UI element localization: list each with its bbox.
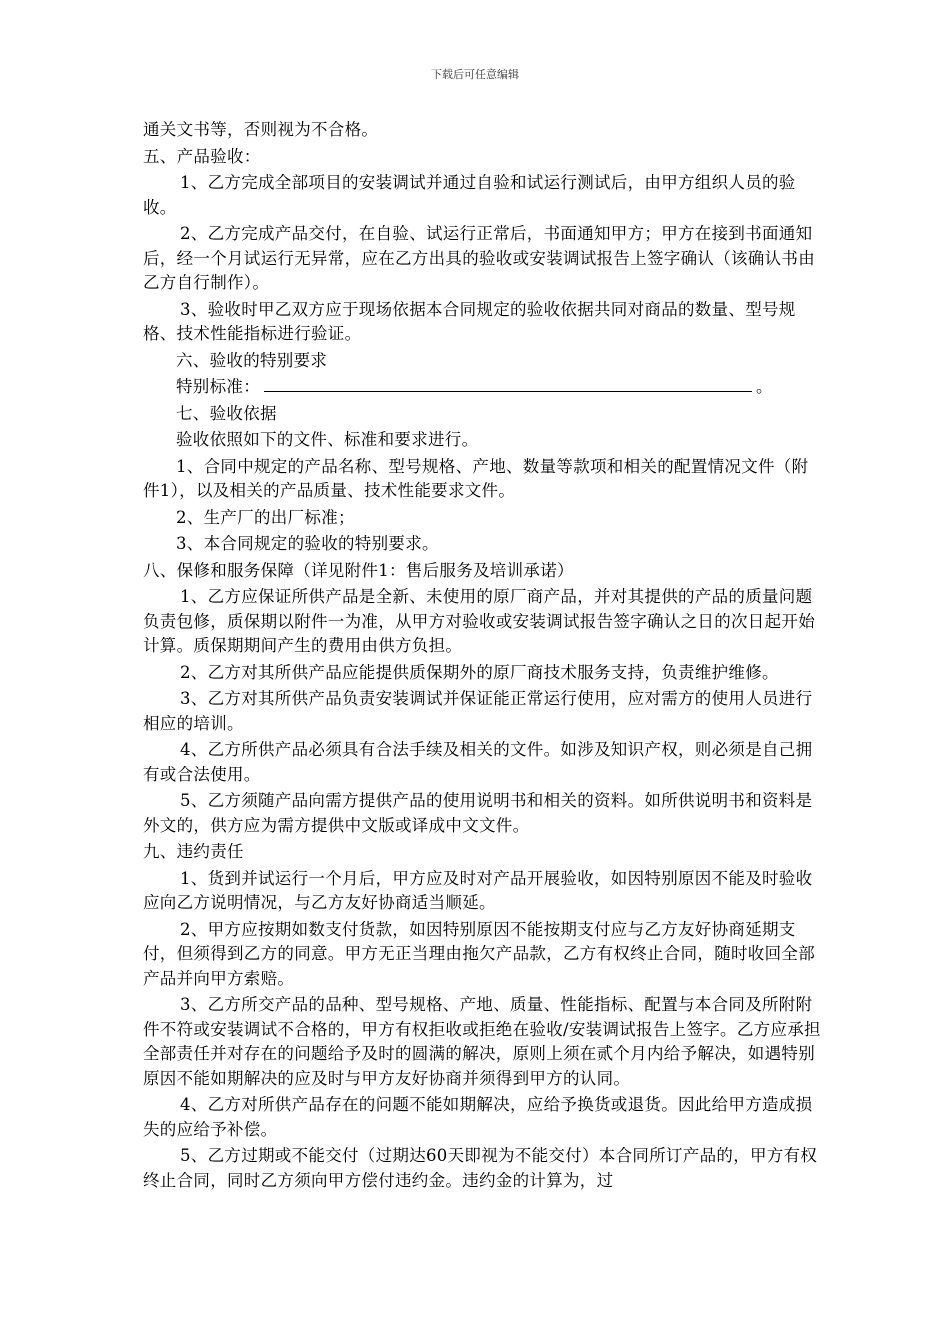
paragraph: 1、合同中规定的产品名称、型号规格、产地、数量等款项和相关的配置情况文件（附件1），以及相关的产品质量、技术性能要求文件。 [143, 456, 809, 500]
paragraph: 1、乙方应保证所供产品是全新、未使用的原厂商产品，并对其提供的产品的质量问题负责包修，质保期以附件一为准，从甲方对验收或安装调试报告签字确认之日的次日起开始计算。质保期期间产生的费用由供方负担。 [143, 587, 815, 655]
special-standard-label: 特别标准： [176, 377, 260, 396]
page-header: 下载后可任意编辑 [431, 68, 519, 81]
section-heading: 五、产品验收： [143, 146, 261, 166]
section-heading: 八、保修和服务保障（详见附件1：售后服务及培训承诺） [143, 560, 574, 580]
fill-in-blank[interactable] [264, 375, 752, 392]
paragraph: 5、乙方过期或不能交付（过期达60天即视为不能交付）本合同所订产品的，甲方有权终止合同，同时乙方须向甲方偿付违约金。违约金的计算为，过 [143, 1146, 818, 1190]
special-standard-end: 。 [756, 377, 773, 396]
paragraph: 3、乙方对其所供产品负责安装调试并保证能正常运行使用，应对需方的使用人员进行相应的培训。 [143, 689, 813, 733]
paragraph: 3、验收时甲乙双方应于现场依据本合同规定的验收依据共同对商品的数量、型号规格、技术性能指标进行验证。 [143, 299, 796, 343]
section-heading: 六、验收的特别要求 [176, 350, 328, 370]
paragraph: 验收依照如下的文件、标准和要求进行。 [176, 430, 479, 449]
section-heading: 九、违约责任 [143, 842, 244, 861]
paragraph: 4、乙方所供产品必须具有合法手续及相关的文件。如涉及知识产权，则必须是自己拥有或合法使用。 [143, 740, 813, 784]
section-heading: 七、验收依据 [176, 403, 277, 423]
paragraph: 3、本合同规定的验收的特别要求。 [176, 534, 439, 553]
document-body [143, 118, 823, 1195]
paragraph: 3、乙方所交产品的品种、型号规格、产地、质量、性能指标、配置与本合同及所附附件不符或安装调试不合格的，甲方有权拒收或拒绝在验收/安装调试报告上签字。乙方应承担全部责任并对存在的问题给予及时的圆满的解决，原则上须在贰个月内给予解决，如遇特别原因不能如期解决的应及时与甲方友好协商并须得到甲方的认同。 [143, 995, 821, 1088]
paragraph: 4、乙方对所供产品存在的问题不能如期解决，应给予换货或退货。因此给甲方造成损失的应给予补偿。 [143, 1095, 813, 1139]
paragraph: 通关文书等，否则视为不合格。 [143, 120, 379, 139]
paragraph: 2、生产厂的出厂标准； [176, 507, 355, 527]
paragraph: 2、乙方完成产品交付，在自验、试运行正常后，书面通知甲方；甲方在接到书面通知后，经一个月试运行无异常，应在乙方出具的验收或安装调试报告上签字确认（该确认书由乙方自行制作）。 [143, 224, 815, 292]
paragraph: 2、乙方对其所供产品应能提供质保期外的原厂商技术服务支持，负责维护维修。 [180, 662, 779, 682]
paragraph: 1、乙方完成全部项目的安装调试并通过自验和试运行测试后，由甲方组织人员的验收。 [143, 173, 796, 217]
paragraph: 5、乙方须随产品向需方提供产品的使用说明书和相关的资料。如所供说明书和资料是外文的，供方应为需方提供中文版或译成中文文件。 [143, 791, 813, 835]
paragraph: 2、甲方应按期如数支付货款，如因特别原因不能按期支付应与乙方友好协商延期支付，但须得到乙方的同意。甲方无正当理由拖欠产品款，乙方有权终止合同，随时收回全部产品并向甲方索赔。 [143, 919, 815, 988]
paragraph: 1、货到并试运行一个月后，甲方应及时对产品开展验收，如因特别原因不能及时验收应向乙方说明情况，与乙方友好协商适当顺延。 [143, 868, 813, 912]
special-standard-line [143, 375, 823, 400]
